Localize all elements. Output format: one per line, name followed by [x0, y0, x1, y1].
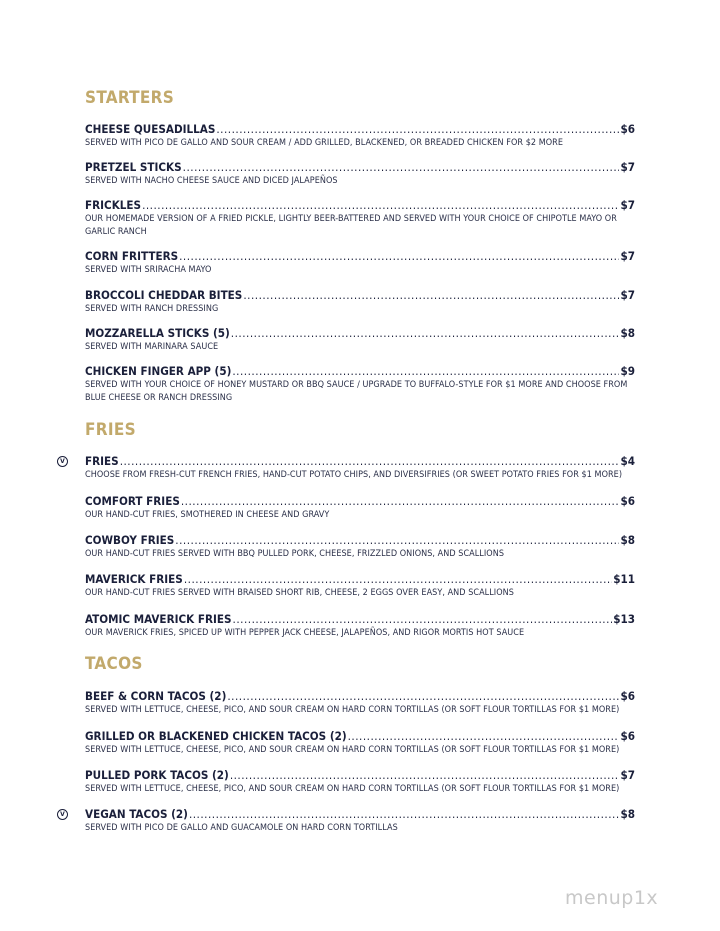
item-name: BROCCOLI CHEDDAR BITES [85, 288, 243, 302]
menu-item [85, 160, 635, 188]
menu-item [85, 689, 635, 717]
menu-item [85, 533, 635, 561]
item-description: SERVED WITH LETTUCE, CHEESE, PICO, AND SOUR CREAM ON HARD CORN TORTILLAS (OR SOFT FLOUR TORTILLAS FOR $1 MORE) [85, 784, 620, 794]
item-description: CHOOSE FROM FRESH-CUT FRENCH FRIES, HAND-CUT POTATO CHIPS, AND DIVERSIFRIES (OR SWEET POTATO FRIES FOR $1 MORE) [85, 470, 623, 480]
item-description: OUR HAND-CUT FRIES SERVED WITH BBQ PULLED PORK, CHEESE, FRIZZLED ONIONS, AND SCALLIONS [85, 549, 505, 559]
section-tacos [85, 654, 635, 674]
item-price: $8 [620, 326, 635, 340]
item-description: OUR HOMEMADE VERSION OF A FRIED PICKLE, LIGHTLY BEER-BATTERED AND SERVED WITH YOUR CHOICE OF CHIPOTLE MAYO OR GARLIC RANCH [85, 214, 617, 237]
vegan-icon: V [57, 456, 68, 467]
item-price: $9 [620, 364, 635, 378]
dot-leader [181, 494, 620, 508]
menu-item [85, 729, 635, 757]
dot-leader [189, 807, 620, 821]
menu-item [85, 768, 635, 796]
item-name: MAVERICK FRIES [85, 572, 183, 586]
dot-leader [120, 454, 620, 468]
item-description: SERVED WITH PICO DE GALLO AND GUACAMOLE ON HARD CORN TORTILLAS [85, 823, 398, 833]
item-description: SERVED WITH PICO DE GALLO AND SOUR CREAM / ADD GRILLED, BLACKENED, OR BREADED CHICKEN FOR $2 MORE [85, 138, 564, 148]
item-description: SERVED WITH NACHO CHEESE SAUCE AND DICED JALAPEÑOS [85, 176, 338, 186]
dot-leader [175, 533, 619, 547]
item-price: $8 [620, 807, 635, 821]
item-name: CHEESE QUESADILLAS [85, 122, 216, 136]
item-description: SERVED WITH SRIRACHA MAYO [85, 265, 212, 275]
dot-leader [243, 288, 619, 302]
item-description: OUR HAND-CUT FRIES, SMOTHERED IN CHEESE AND GRAVY [85, 510, 330, 520]
item-name: VEGAN TACOS (2) [85, 807, 188, 821]
item-description: SERVED WITH LETTUCE, CHEESE, PICO, AND SOUR CREAM ON HARD CORN TORTILLAS (OR SOFT FLOUR TORTILLAS FOR $1 MORE) [85, 745, 620, 755]
item-name: ATOMIC MAVERICK FRIES [85, 612, 232, 626]
section-title: FRIES [85, 420, 136, 440]
menu-item [85, 572, 635, 600]
dot-leader [227, 689, 619, 703]
item-name: PRETZEL STICKS [85, 160, 182, 174]
item-description: OUR MAVERICK FRIES, SPICED UP WITH PEPPER JACK CHEESE, JALAPEÑOS, AND RIGOR MORTIS HOT SAUCE [85, 628, 525, 638]
item-price: $6 [620, 689, 635, 703]
item-price: $7 [620, 768, 635, 782]
menu-item [85, 288, 635, 316]
dot-leader [184, 572, 612, 586]
menu-item [85, 122, 635, 150]
item-name: BEEF & CORN TACOS (2) [85, 689, 227, 703]
item-description: SERVED WITH LETTUCE, CHEESE, PICO, AND SOUR CREAM ON HARD CORN TORTILLAS (OR SOFT FLOUR TORTILLAS FOR $1 MORE) [85, 705, 620, 715]
item-price: $7 [620, 160, 635, 174]
dot-leader [233, 612, 613, 626]
menu-item [85, 454, 635, 482]
item-price: $7 [620, 288, 635, 302]
item-name: CORN FRITTERS [85, 249, 179, 263]
item-description: SERVED WITH RANCH DRESSING [85, 304, 219, 314]
item-name: MOZZARELLA STICKS (5) [85, 326, 230, 340]
item-price: $11 [613, 572, 635, 586]
menu-item [85, 494, 635, 522]
item-description: SERVED WITH MARINARA SAUCE [85, 342, 219, 352]
menu-item [85, 612, 635, 640]
menu-item [85, 807, 635, 835]
dot-leader [216, 122, 619, 136]
item-name: COWBOY FRIES [85, 533, 175, 547]
section-starters [85, 88, 635, 108]
item-description: SERVED WITH YOUR CHOICE OF HONEY MUSTARD OR BBQ SAUCE / UPGRADE TO BUFFALO-STYLE FOR $1 MORE AND CHOOSE FROM BLUE CHEESE OR RANCH DRESSING [85, 380, 628, 403]
item-price: $7 [620, 198, 635, 212]
section-fries [85, 420, 635, 440]
menu-item [85, 249, 635, 277]
section-title: STARTERS [85, 88, 175, 108]
item-name: COMFORT FRIES [85, 494, 180, 508]
item-price: $6 [620, 494, 635, 508]
item-price: $4 [620, 454, 635, 468]
menu-item [85, 198, 635, 239]
menu-item [85, 326, 635, 354]
dot-leader [183, 160, 620, 174]
dot-leader [142, 198, 619, 212]
item-name: CHICKEN FINGER APP (5) [85, 364, 232, 378]
item-description: OUR HAND-CUT FRIES SERVED WITH BRAISED SHORT RIB, CHEESE, 2 EGGS OVER EASY, AND SCALLIONS [85, 588, 514, 598]
item-name: GRILLED OR BLACKENED CHICKEN TACOS (2) [85, 729, 347, 743]
item-price: $8 [620, 533, 635, 547]
menu-item [85, 364, 635, 405]
item-name: FRICKLES [85, 198, 142, 212]
watermark-logo: menup1x [565, 887, 659, 909]
dot-leader [231, 326, 620, 340]
item-price: $7 [620, 249, 635, 263]
item-price: $6 [620, 729, 635, 743]
item-name: PULLED PORK TACOS (2) [85, 768, 229, 782]
dot-leader [179, 249, 619, 263]
dot-leader [232, 364, 619, 378]
item-name: FRIES [85, 454, 119, 468]
vegan-icon: V [57, 809, 68, 820]
item-price: $6 [620, 122, 635, 136]
dot-leader [230, 768, 620, 782]
dot-leader [348, 729, 620, 743]
item-price: $13 [613, 612, 635, 626]
section-title: TACOS [85, 654, 143, 674]
